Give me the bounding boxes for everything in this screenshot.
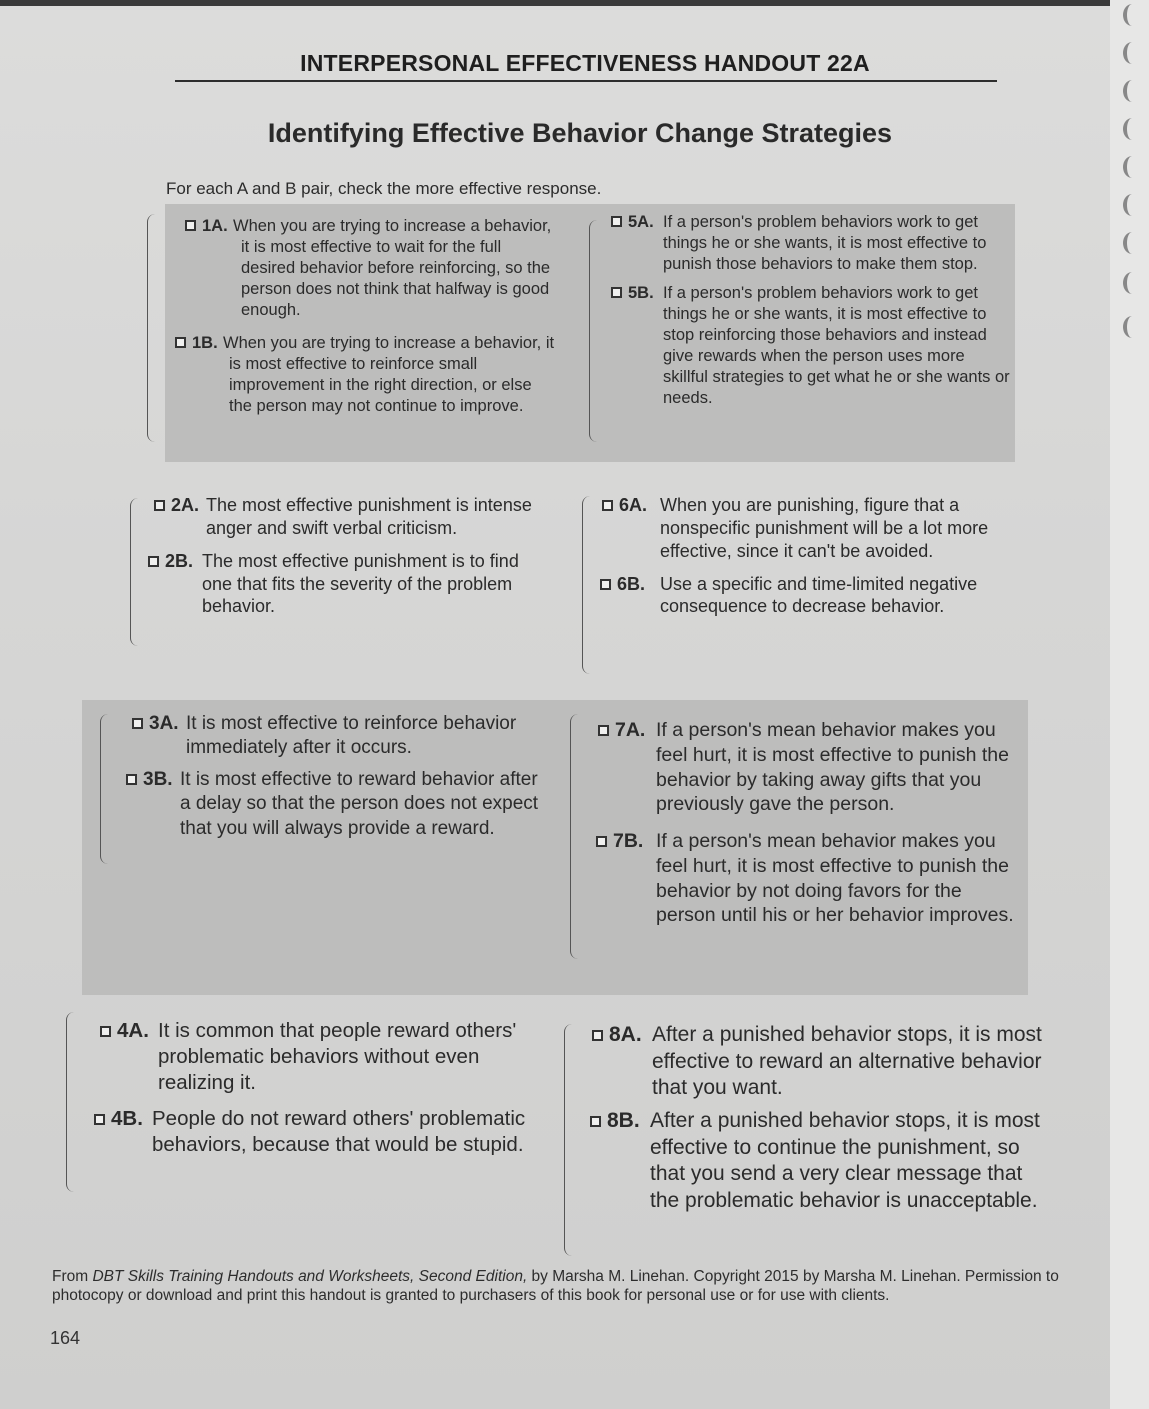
option-8b (590, 1108, 1045, 1215)
option-text: When you are trying to increase a behavior, it is most effective to reinforce small improvement in the right direction, or else the person may not continue to improve. (223, 333, 555, 415)
option-text: It is most effective to reinforce behavior immediately after it occurs. (186, 713, 517, 759)
option-6a (600, 494, 1000, 563)
option-2b (150, 550, 550, 619)
option-1a (177, 216, 557, 321)
brace (582, 496, 593, 674)
option-text: When you are trying to increase a behavior, it is most effective to wait for the full desired behavior before reinforcing, so the person does not think that halfway is good enough. (233, 217, 552, 319)
option-code: 6B. (617, 573, 646, 594)
footer-text: by Marsha M. Linehan. Copyright 2015 by Marsha M. Linehan. Permission to photocopy or download and print this handout is granted to purchasers of this book for personal use or for use with clients. (52, 1268, 1059, 1304)
binding-ring (1123, 316, 1141, 338)
option-code: 2B. (165, 550, 194, 571)
checkbox-7b[interactable] (596, 836, 607, 847)
checkbox-5a[interactable] (611, 216, 622, 227)
option-4a (96, 1018, 536, 1096)
option-code: 3A. (149, 713, 179, 734)
binding-ring (1123, 42, 1141, 64)
handout-label: INTERPERSONAL EFFECTIVENESS HANDOUT 22A (300, 50, 870, 76)
option-text: People do not reward others' problematic behaviors, because that would be stupid. (152, 1107, 526, 1157)
binding-ring (1123, 80, 1141, 102)
option-5a (605, 212, 1010, 275)
option-4b (96, 1106, 536, 1158)
option-text: After a punished behavior stops, it is most effective to continue the punishment, so that you send a very clear message that the problematic behavior is unacceptable. (650, 1108, 1040, 1212)
option-code: 2A. (171, 495, 200, 515)
binding-ring (1123, 232, 1141, 254)
binding-ring (1123, 156, 1141, 178)
option-text: If a person's problem behaviors work to get things he or she wants, it is most effective to stop reinforcing those behaviors and instead give rewards when the person uses more skillful strategies to get what he or she wants or needs. (663, 283, 1010, 407)
option-3a (130, 712, 550, 760)
option-text: Use a specific and time-limited negative consequence to decrease behavior. (660, 573, 978, 617)
brace (147, 214, 158, 442)
right-column (590, 1022, 1045, 1215)
binding-ring (1123, 118, 1141, 140)
option-code: 3B. (143, 769, 173, 791)
option-code: 7A. (615, 719, 646, 741)
option-code: 6A. (619, 495, 648, 515)
option-text: It is common that people reward others' problematic behaviors without even realizing it. (158, 1019, 517, 1095)
option-text: The most effective punishment is intense anger and swift verbal criticism. (206, 495, 532, 538)
option-3b (130, 768, 550, 840)
brace (100, 714, 111, 864)
option-text: If a person's mean behavior makes you feel hurt, it is most effective to punish the behavior by taking away gifts that you previously gave the person. (656, 719, 1009, 816)
option-code: 1B. (192, 333, 218, 352)
footer-book-title: DBT Skills Training Handouts and Worksheets, Second Edition, (92, 1268, 528, 1285)
option-6b (600, 573, 1000, 619)
right-column (600, 494, 1000, 618)
option-text: If a person's problem behaviors work to get things he or she wants, it is most effective to punish those behaviors to make them stop. (663, 213, 987, 273)
option-text: It is most effective to reward behavior after a delay so that the person does not expect that you will always provide a reward. (180, 769, 539, 839)
option-8a (590, 1022, 1045, 1102)
checkbox-6a[interactable] (602, 500, 613, 511)
spiral-binding (1110, 0, 1149, 1409)
left-column (96, 1018, 536, 1158)
question-band-1-5 (165, 204, 1015, 462)
checkbox-3b[interactable] (126, 774, 137, 785)
option-code: 8B. (607, 1108, 640, 1132)
checkbox-1b[interactable] (175, 337, 186, 348)
option-code: 1A. (202, 217, 228, 235)
option-7a (596, 718, 1016, 817)
option-5b (605, 283, 1010, 409)
option-code: 4B. (111, 1107, 143, 1131)
option-text: If a person's mean behavior makes you feel hurt, it is most effective to punish the behavior by not doing favors for the person until his or her behavior improves. (656, 830, 1014, 927)
footer-prefix: From (52, 1268, 93, 1285)
option-text: After a punished behavior stops, it is most effective to reward an alternative behavior that you want. (652, 1023, 1042, 1100)
checkbox-4b[interactable] (94, 1114, 105, 1125)
option-code: 5B. (628, 283, 654, 302)
checkbox-1a[interactable] (185, 220, 196, 231)
brace (564, 1024, 575, 1256)
brace (589, 220, 600, 442)
option-code: 5A. (628, 213, 654, 231)
checkbox-2a[interactable] (154, 500, 165, 511)
brace (66, 1012, 77, 1192)
checkbox-8b[interactable] (590, 1116, 601, 1127)
page-title: Identifying Effective Behavior Change Strategies (267, 118, 893, 148)
checkbox-3a[interactable] (132, 718, 143, 729)
brace (130, 498, 141, 646)
binding-ring (1123, 4, 1141, 26)
checkbox-2b[interactable] (148, 556, 159, 567)
left-column (130, 712, 550, 841)
option-2a (150, 494, 550, 540)
binding-ring (1123, 194, 1141, 216)
checkbox-6b[interactable] (600, 579, 611, 590)
binding-ring (1123, 272, 1141, 294)
question-band-3-7 (82, 700, 1028, 995)
option-code: 7B. (613, 830, 644, 852)
option-7b (596, 829, 1016, 928)
checkbox-5b[interactable] (611, 287, 622, 298)
checkbox-7a[interactable] (598, 725, 609, 736)
copyright-footer (52, 1268, 1062, 1305)
option-text: The most effective punishment is to find one that fits the severity of the problem behavior. (202, 550, 519, 617)
question-band-4-8 (60, 1010, 1050, 1265)
right-column (605, 212, 1010, 409)
left-column (150, 494, 550, 618)
option-text: When you are punishing, figure that a nonspecific punishment will be a lot more effective, since it can't be avoided. (660, 495, 989, 561)
option-code: 8A. (609, 1023, 642, 1046)
option-1b (177, 333, 557, 417)
option-code: 4A. (117, 1019, 149, 1042)
brace (570, 714, 581, 959)
left-column (177, 216, 557, 417)
question-band-2-6 (130, 490, 1010, 690)
page-number: 164 (50, 1328, 81, 1348)
checkbox-4a[interactable] (100, 1026, 111, 1037)
right-column (596, 718, 1016, 928)
title-rule (175, 80, 997, 82)
checkbox-8a[interactable] (592, 1030, 603, 1041)
instructions: For each A and B pair, check the more effective response. (166, 179, 602, 198)
